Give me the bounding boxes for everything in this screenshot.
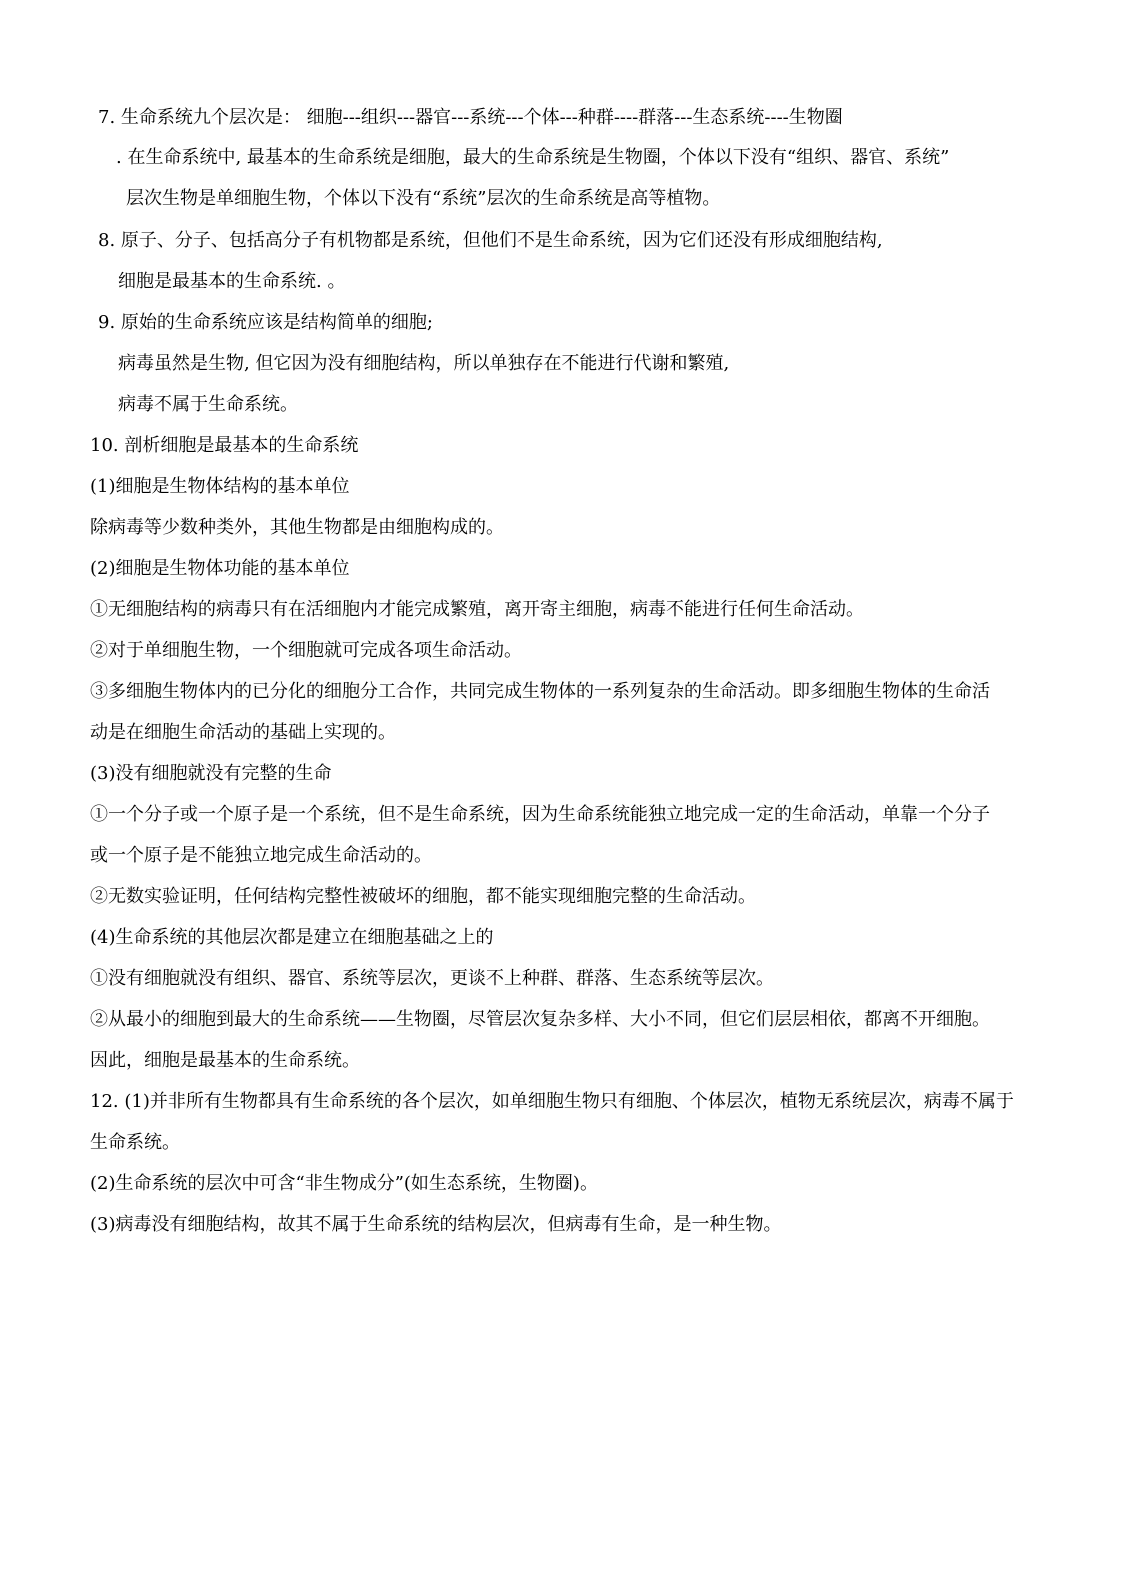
text-line-12-3: (3)病毒没有细胞结构，故其不属于生命系统的结构层次，但病毒有生命，是一种生物。 [90, 1214, 782, 1235]
text-line-10-4-a: ①没有细胞就没有组织、器官、系统等层次，更谈不上种群、群落、生态系统等层次。 [90, 968, 774, 989]
text-line-10-4-b: ②从最小的细胞到最大的生命系统——生物圈，尽管层次复杂多样、大小不同，但它们层层相依，都离不开细胞。 [90, 1009, 990, 1030]
text-line-10-4: (4)生命系统的其他层次都是建立在细胞基础之上的 [90, 927, 494, 948]
text-line-10-2-a: ①无细胞结构的病毒只有在活细胞内才能完成繁殖，离开寄主细胞，病毒不能进行任何生命活动。 [90, 599, 864, 620]
text-line-10-1: (1)细胞是生物体结构的基本单位 [90, 476, 350, 497]
text-line-10-2-b: ②对于单细胞生物，一个细胞就可完成各项生命活动。 [90, 640, 522, 661]
text-line-9-virus: 病毒虽然是生物, 但它因为没有细胞结构，所以单独存在不能进行代谢和繁殖, [118, 353, 730, 374]
text-line-10-2: (2)细胞是生物体功能的基本单位 [90, 558, 350, 579]
text-line-basic-system: . 在生命系统中, 最基本的生命系统是细胞，最大的生命系统是生物圈，个体以下没有“组织、器官、系统” [116, 147, 950, 168]
text-line-10-1-body: 除病毒等少数种类外，其他生物都是由细胞构成的。 [90, 517, 504, 538]
text-line-8-cell: 细胞是最基本的生命系统. 。 [118, 271, 346, 292]
text-line-10-3-b: ②无数实验证明，任何结构完整性被破坏的细胞，都不能实现细胞完整的生命活动。 [90, 886, 756, 907]
text-line-10-3-a: ①一个分子或一个原子是一个系统，但不是生命系统，因为生命系统能独立地完成一定的生命活动，单靠一个分子 [90, 804, 990, 825]
text-line-8-atoms: 8. 原子、分子、包括高分子有机物都是系统，但他们不是生命系统，因为它们还没有形成细胞结构, [98, 230, 883, 251]
text-line-single-cell: 层次生物是单细胞生物，个体以下没有“系统”层次的生命系统是高等植物。 [126, 188, 721, 209]
text-line-9-primitive: 9. 原始的生命系统应该是结构简单的细胞; [98, 312, 433, 333]
text-line-10-2-c-cont: 动是在细胞生命活动的基础上实现的。 [90, 722, 396, 743]
text-line-10-2-c: ③多细胞生物体内的已分化的细胞分工合作，共同完成生物体的一系列复杂的生命活动。即多细胞生物体的生命活 [90, 681, 990, 702]
text-line-10-3: (3)没有细胞就没有完整的生命 [90, 763, 332, 784]
text-line-10-heading: 10. 剖析细胞是最基本的生命系统 [90, 435, 359, 456]
text-line-10-4-conclusion: 因此，细胞是最基本的生命系统。 [90, 1050, 360, 1071]
text-line-12-2: (2)生命系统的层次中可含“非生物成分”(如生态系统，生物圈)。 [90, 1173, 598, 1194]
text-line-12-1-cont: 生命系统。 [90, 1132, 180, 1153]
text-line-12-1: 12. (1)并非所有生物都具有生命系统的各个层次，如单细胞生物只有细胞、个体层次，植物无系统层次，病毒不属于 [90, 1091, 1014, 1112]
text-line-9-virus-not: 病毒不属于生命系统。 [118, 394, 298, 415]
text-line-10-3-a-cont: 或一个原子是不能独立地完成生命活动的。 [90, 845, 432, 866]
text-line-7-levels: 7. 生命系统九个层次是： 细胞---组织---器官---系统---个体---种群----群落---生态系统----生物圈 [98, 107, 843, 128]
